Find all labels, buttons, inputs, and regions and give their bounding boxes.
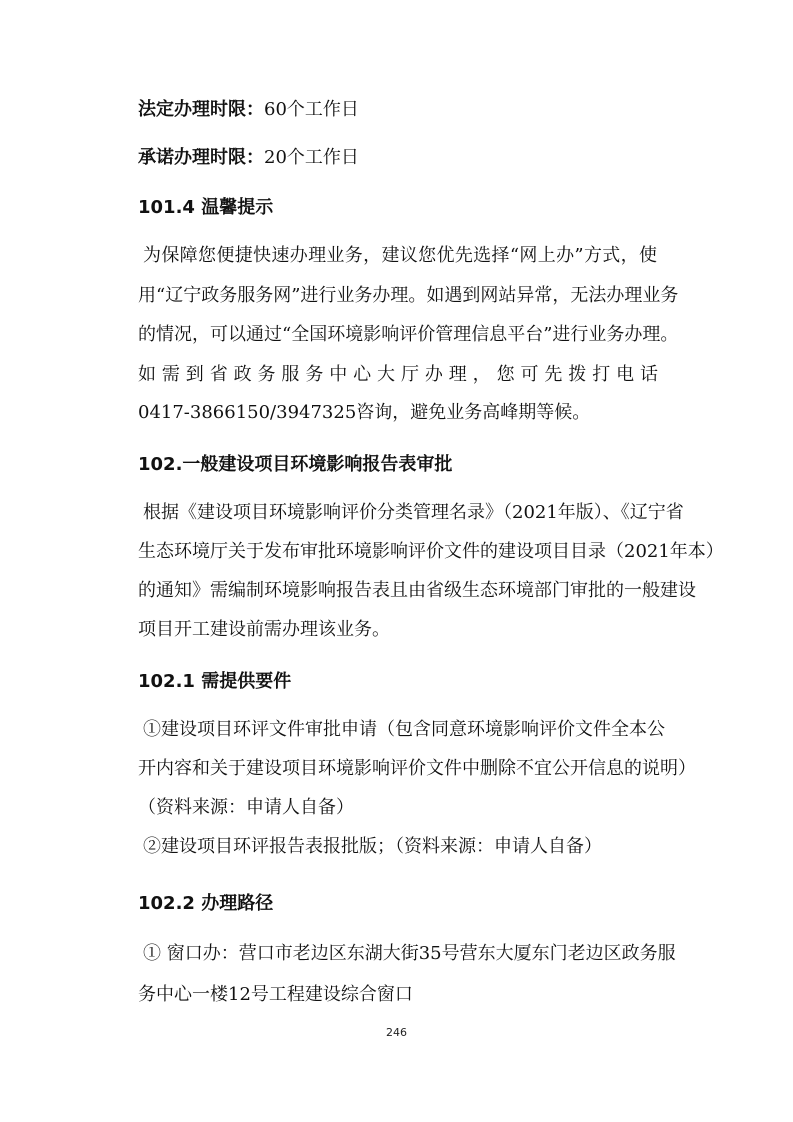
- promised-time-value: 20个工作日: [264, 147, 359, 168]
- section-101-4-line: 0417-3866150/3947325咨询，避免业务高峰期等候。: [138, 402, 591, 423]
- section-102-line: 根据《建设项目环境影响评价分类管理名录》（2021年版）、《辽宁省: [143, 502, 684, 523]
- section-102-1-line: ①建设项目环评文件审批申请（包含同意环境影响评价文件全本公: [143, 719, 665, 740]
- section-102-line: 项目开工建设前需办理该业务。: [138, 619, 390, 640]
- legal-time-label: 法定办理时限：: [138, 99, 264, 120]
- section-101-4-line: 的情况，可以通过“全国环境影响评价管理信息平台”进行业务办理。: [138, 324, 679, 345]
- section-101-4-line: 用“辽宁政务服务网”进行业务办理。如遇到网站异常，无法办理业务: [138, 285, 679, 306]
- section-102-line: 生态环境厅关于发布审批环境影响评价文件的建设项目目录（2021年本）: [138, 541, 724, 562]
- section-102-1-heading: 102.1 需提供要件: [138, 671, 292, 692]
- section-101-4-line: 如需到省政务服务中心大厅办理，您可先拨打电话: [138, 364, 658, 385]
- legal-time-line: [138, 99, 359, 121]
- legal-time-value: 60个工作日: [264, 99, 359, 120]
- section-102-1-line: （资料来源：申请人自备）: [138, 797, 354, 818]
- section-102-2-line: 务中心一楼12号工程建设综合窗口: [138, 984, 413, 1005]
- promised-time-line: [138, 147, 359, 169]
- section-102-2-line: ① 窗口办：营口市老边区东湖大街35号营东大厦东门老边区政务服: [143, 943, 676, 964]
- section-102-heading: 102.一般建设项目环境影响报告表审批: [138, 454, 453, 475]
- section-101-4-heading: 101.4 温馨提示: [138, 197, 274, 218]
- section-101-4-line: 为保障您便捷快速办理业务，建议您优先选择“网上办”方式，使: [143, 245, 657, 266]
- section-102-1-line: ②建设项目环评报告表报批版；（资料来源：申请人自备）: [143, 836, 602, 857]
- promised-time-label: 承诺办理时限：: [138, 147, 264, 168]
- section-102-line: 的通知》需编制环境影响报告表且由省级生态环境部门审批的一般建设: [138, 580, 696, 601]
- page-number: 246: [386, 1026, 407, 1039]
- section-102-2-heading: 102.2 办理路径: [138, 893, 274, 914]
- section-102-1-line: 开内容和关于建设项目环境影响评价文件中删除不宜公开信息的说明）: [138, 758, 696, 779]
